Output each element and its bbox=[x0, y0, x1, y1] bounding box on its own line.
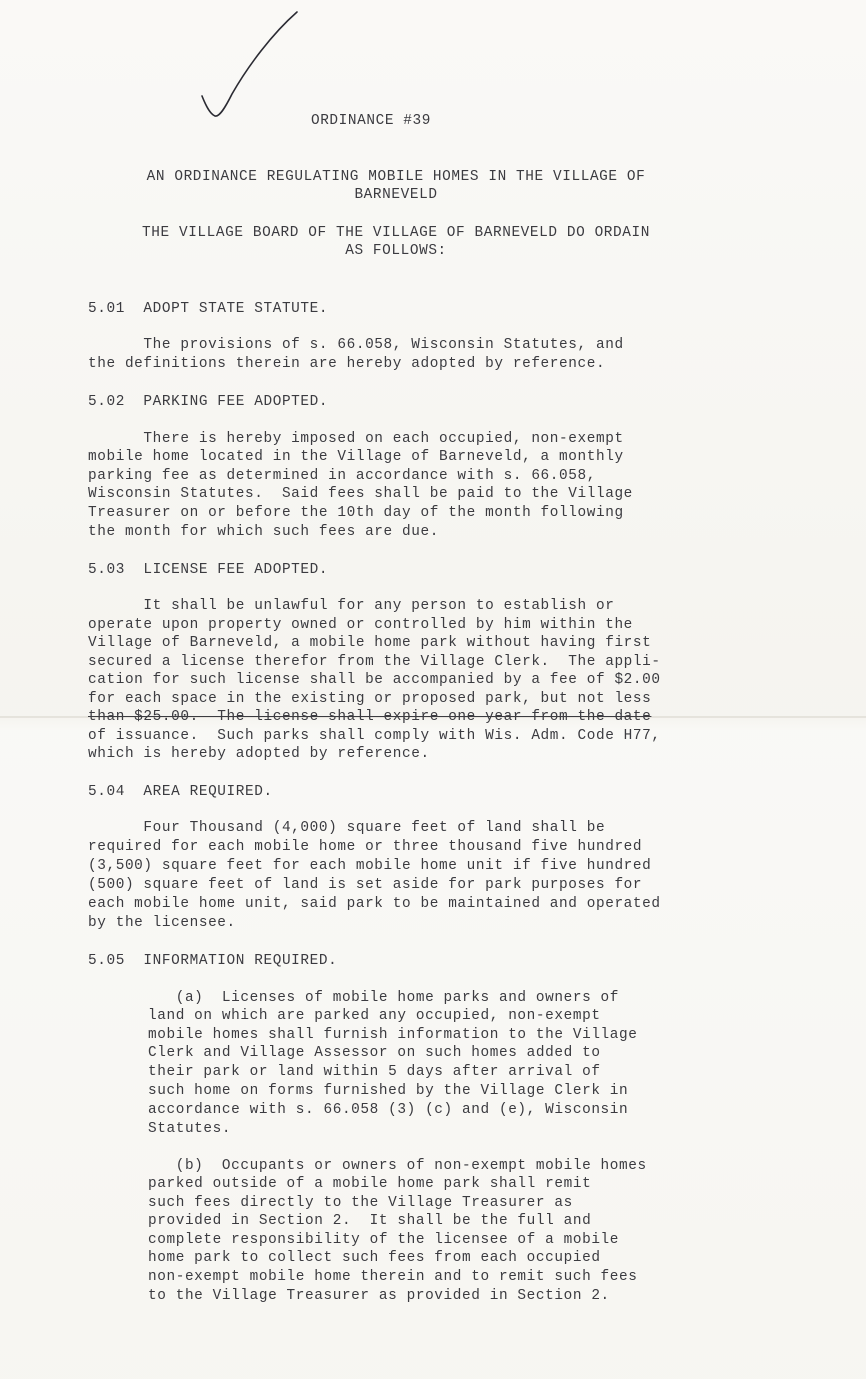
section-5-01-line: the definitions therein are hereby adopted by reference. bbox=[88, 356, 606, 372]
section-5-01-heading: 5.01 ADOPT STATE STATUTE. bbox=[88, 301, 329, 317]
section-5-05-b-line: non-exempt mobile home therein and to remit such fees bbox=[148, 1269, 638, 1285]
section-5-02-line: parking fee as determined in accordance with s. 66.058, bbox=[88, 468, 596, 484]
section-5-04-line: Four Thousand (4,000) square feet of land shall be bbox=[88, 820, 606, 836]
section-5-02-line: There is hereby imposed on each occupied, non-exempt bbox=[88, 431, 624, 447]
enacting-clause-line-2: AS FOLLOWS: bbox=[345, 243, 447, 259]
section-5-05-b-line: to the Village Treasurer as provided in Section 2. bbox=[148, 1288, 610, 1304]
ordinance-subtitle-line-2: BARNEVELD bbox=[354, 187, 438, 203]
section-5-03-line: operate upon property owned or controlled by him within the bbox=[88, 617, 633, 633]
section-5-05-b-line: parked outside of a mobile home park shall remit bbox=[148, 1176, 592, 1192]
section-5-05-b-line: provided in Section 2. It shall be the full and bbox=[148, 1213, 592, 1229]
section-5-04-line: (3,500) square feet for each mobile home unit if five hundred bbox=[88, 858, 652, 874]
section-5-05-b-line: such fees directly to the Village Treasurer as bbox=[148, 1195, 573, 1211]
section-5-04-line: (500) square feet of land is set aside for park purposes for bbox=[88, 877, 643, 893]
section-5-04-line: required for each mobile home or three thousand five hundred bbox=[88, 839, 643, 855]
section-5-04-line: by the licensee. bbox=[88, 915, 236, 931]
section-5-05-a-line: their park or land within 5 days after arrival of bbox=[148, 1064, 601, 1080]
section-5-03-line: for each space in the existing or proposed park, but not less bbox=[88, 691, 652, 707]
section-5-05-a-line: Clerk and Village Assessor on such homes added to bbox=[148, 1045, 601, 1061]
section-5-05-a-line: such home on forms furnished by the Village Clerk in bbox=[148, 1083, 629, 1099]
section-5-03-line: cation for such license shall be accompanied by a fee of $2.00 bbox=[88, 672, 661, 688]
section-5-03-line: It shall be unlawful for any person to establish or bbox=[88, 598, 615, 614]
section-5-05-a-line: (a) Licenses of mobile home parks and owners of bbox=[148, 990, 620, 1006]
section-5-02-line: mobile home located in the Village of Barneveld, a monthly bbox=[88, 449, 624, 465]
section-5-02-heading: 5.02 PARKING FEE ADOPTED. bbox=[88, 394, 329, 410]
section-5-05-b-line: home park to collect such fees from each occupied bbox=[148, 1250, 601, 1266]
ordinance-title: ORDINANCE #39 bbox=[310, 113, 432, 129]
section-5-01-line: The provisions of s. 66.058, Wisconsin Statutes, and bbox=[88, 337, 624, 353]
section-5-04-heading: 5.04 AREA REQUIRED. bbox=[88, 784, 273, 800]
section-5-02-line: Wisconsin Statutes. Said fees shall be paid to the Village bbox=[88, 486, 633, 502]
section-5-03-line: Village of Barneveld, a mobile home park without having first bbox=[88, 635, 652, 651]
section-5-02-line: Treasurer on or before the 10th day of the month following bbox=[88, 505, 624, 521]
section-5-03-heading: 5.03 LICENSE FEE ADOPTED. bbox=[88, 562, 329, 578]
section-5-02-line: the month for which such fees are due. bbox=[88, 524, 439, 540]
section-5-03-line: of issuance. Such parks shall comply with Wis. Adm. Code H77, bbox=[88, 728, 661, 744]
ordinance-subtitle-line-1: AN ORDINANCE REGULATING MOBILE HOMES IN THE VILLAGE OF bbox=[146, 169, 646, 185]
section-5-05-a-line: Statutes. bbox=[148, 1121, 232, 1137]
section-5-05-b-line: complete responsibility of the licensee of a mobile bbox=[148, 1232, 620, 1248]
section-5-05-a-line: mobile homes shall furnish information to the Village bbox=[148, 1027, 638, 1043]
handwritten-checkmark bbox=[196, 10, 306, 125]
section-5-04-line: each mobile home unit, said park to be maintained and operated bbox=[88, 896, 661, 912]
section-5-05-heading: 5.05 INFORMATION REQUIRED. bbox=[88, 953, 338, 969]
section-5-05-b-line: (b) Occupants or owners of non-exempt mobile homes bbox=[148, 1158, 647, 1174]
enacting-clause-line-1: THE VILLAGE BOARD OF THE VILLAGE OF BARNEVELD DO ORDAIN bbox=[142, 225, 650, 241]
section-5-05-a-line: accordance with s. 66.058 (3) (c) and (e), Wisconsin bbox=[148, 1102, 629, 1118]
section-5-03-line-struck: than $25.00. The license shall expire one year from the date bbox=[88, 709, 652, 725]
section-5-05-a-line: land on which are parked any occupied, non-exempt bbox=[148, 1008, 601, 1024]
section-5-03-line: which is hereby adopted by reference. bbox=[88, 746, 430, 762]
section-5-03-line: secured a license therefor from the Village Clerk. The appli- bbox=[88, 654, 661, 670]
